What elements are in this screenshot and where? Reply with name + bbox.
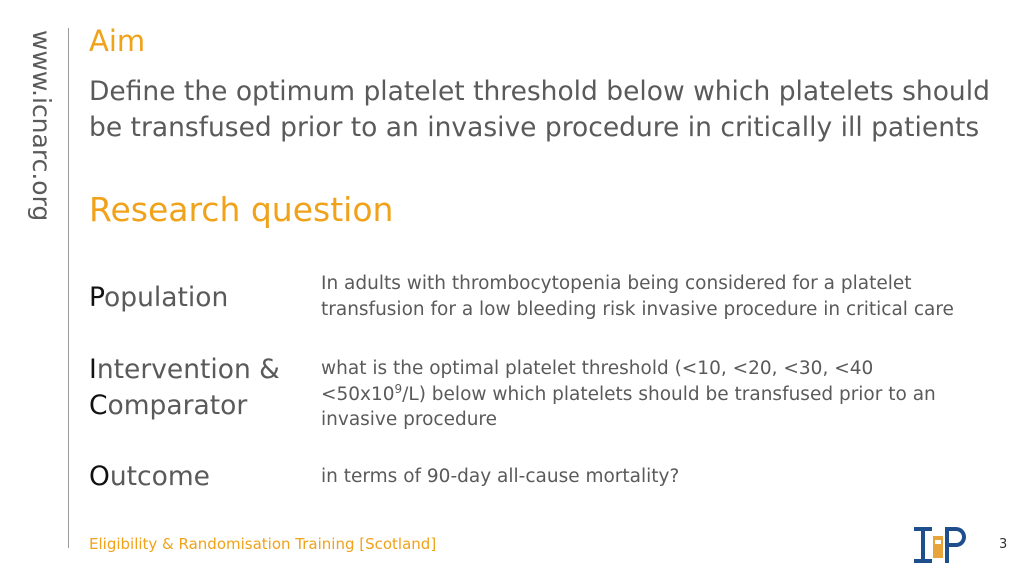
population-label — [89, 280, 228, 316]
comparator-label-rest: omparator — [107, 390, 248, 421]
intervention-label-rest: ntervention & — [96, 354, 280, 385]
page-number: 3 — [999, 537, 1008, 552]
outcome-initial: O — [89, 461, 110, 492]
intervention-initial: I — [89, 354, 97, 385]
comparator-label — [89, 388, 247, 424]
intervention-text-end: /L) below which platelets should be transfused prior to an invasive procedure — [321, 383, 936, 430]
research-question-heading: Research question — [89, 190, 394, 229]
outcome-label-rest: utcome — [109, 461, 210, 492]
population-initial: P — [89, 282, 105, 313]
comparator-initial: C — [89, 390, 108, 421]
t4p-logo — [912, 524, 968, 566]
footer-text: Eligibility & Randomisation Training [Scotland] — [89, 535, 437, 553]
population-label-rest: opulation — [104, 282, 229, 313]
vertical-divider — [68, 28, 69, 548]
intervention-label — [89, 352, 280, 388]
intervention-text — [321, 356, 971, 433]
outcome-text: in terms of 90-day all-cause mortality? — [321, 466, 680, 487]
aim-text: Define the optimum platelet threshold below which platelets should be transfused prior to an invasive procedure in critically ill patients — [89, 76, 990, 143]
outcome-label — [89, 459, 210, 495]
intervention-superscript: 9 — [394, 381, 403, 396]
website-url: www.icnarc.org — [27, 30, 56, 222]
intervention-text-start: what is the optimal platelet threshold (<10, <20, <30, <40 <50x10 — [321, 358, 874, 405]
aim-heading: Aim — [89, 24, 146, 58]
population-text: In adults with thrombocytopenia being considered for a platelet transfusion for a low bleeding risk invasive procedure in critical care — [321, 273, 954, 320]
